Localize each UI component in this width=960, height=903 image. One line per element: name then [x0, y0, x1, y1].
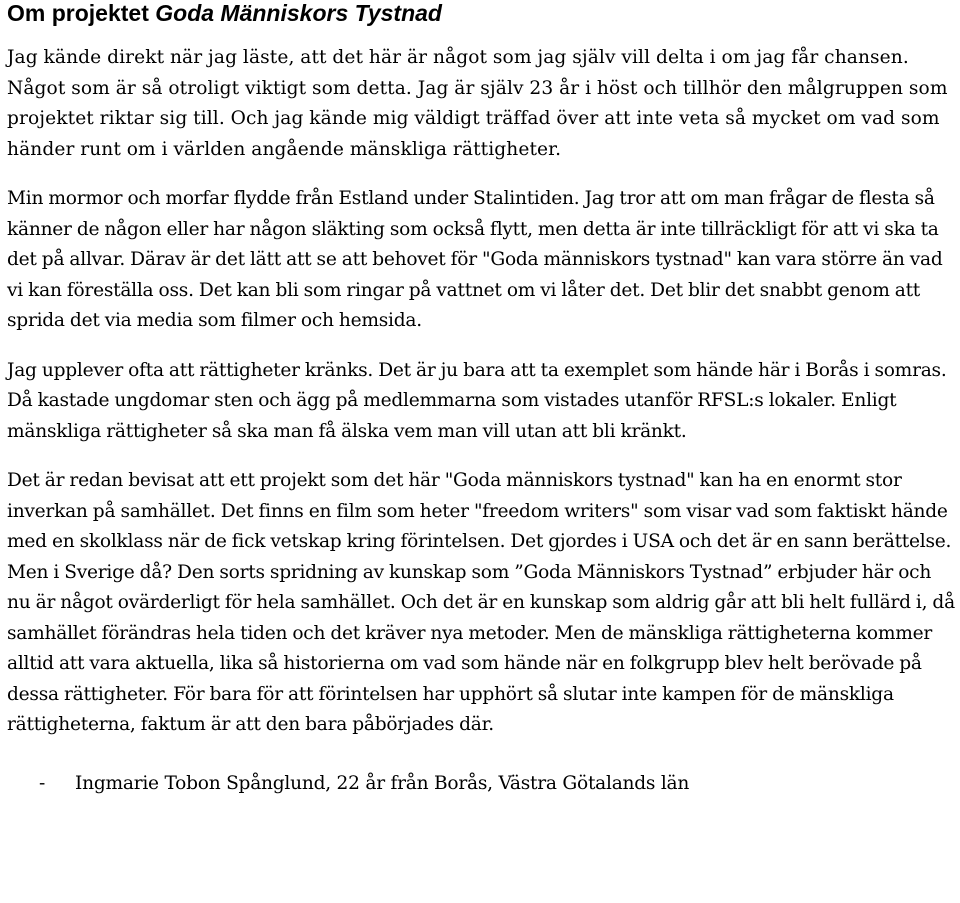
paragraph-2: Min mormor och morfar flydde från Estland under Stalintiden. Jag tror att om man frågar de flesta så känner de någon eller har någon släkting som också flytt, men detta är inte tillräckligt för att vi ska ta det på allvar. Därav är det lätt att se att behovet för "Goda människors tystnad" kan vara större än vad vi kan föreställa oss. Det kan bli som ringar på vattnet om vi låter det. Det blir det snabbt genom att sprida det via media som filmer och hemsida.	[7, 188, 943, 331]
signature-line	[7, 769, 955, 799]
signature-text: Ingmarie Tobon Spånglund, 22 år från Borås, Västra Götalands län	[75, 772, 690, 794]
title-prefix: Om projektet	[7, 0, 156, 26]
page-title	[7, 0, 955, 26]
paragraph-4: Det är redan bevisat att ett projekt som det här "Goda människors tystnad" kan ha en enormt stor inverkan på samhället. Det finns en film som heter "freedom writers" som visar vad som faktiskt hände med en skolklass när de fick vetskap kring förintelsen. Det gjordes i USA och det är en sann berättelse. Men i Sverige då? Den sorts spridning av kunskap som ”Goda Människors Tystnad” erbjuder här och nu är något ovärderligt för hela samhället. Och det är en kunskap som aldrig går att bli helt fullärd i, då samhället förändras hela tiden och det kräver nya metoder. Men de mänskliga rättigheterna kommer alltid att vara aktuella, lika så historierna om vad som hände när en folkgrupp blev helt berövade på dessa rättigheter. För bara för att förintelsen har upphört så slutar inte kampen för de mänskliga rättigheterna, faktum är att den bara påbörjades där.	[7, 470, 955, 735]
paragraph-1: Jag kände direkt när jag läste, att det här är något som jag själv vill delta i om jag får chansen. Något som är så otroligt viktigt som detta. Jag är själv 23 år i höst och tillhör den målgruppen som projektet riktar sig till. Och jag kände mig väldigt träffad över att inte veta så mycket om vad som händer runt om i världen angående mänskliga rättigheter.	[7, 47, 948, 160]
signature-dash: -	[39, 772, 46, 794]
document-page	[7, 0, 955, 799]
title-project-name: Goda Människors Tystnad	[155, 0, 442, 26]
paragraph-3: Jag upplever ofta att rättigheter kränks. Det är ju bara att ta exemplet som hände här i Borås i somras. Då kastade ungdomar sten och ägg på medlemmarna som vistades utanför RFSL:s lokaler. Enligt mänskliga rättigheter så ska man få älska vem man vill utan att bli kränkt.	[7, 359, 947, 442]
